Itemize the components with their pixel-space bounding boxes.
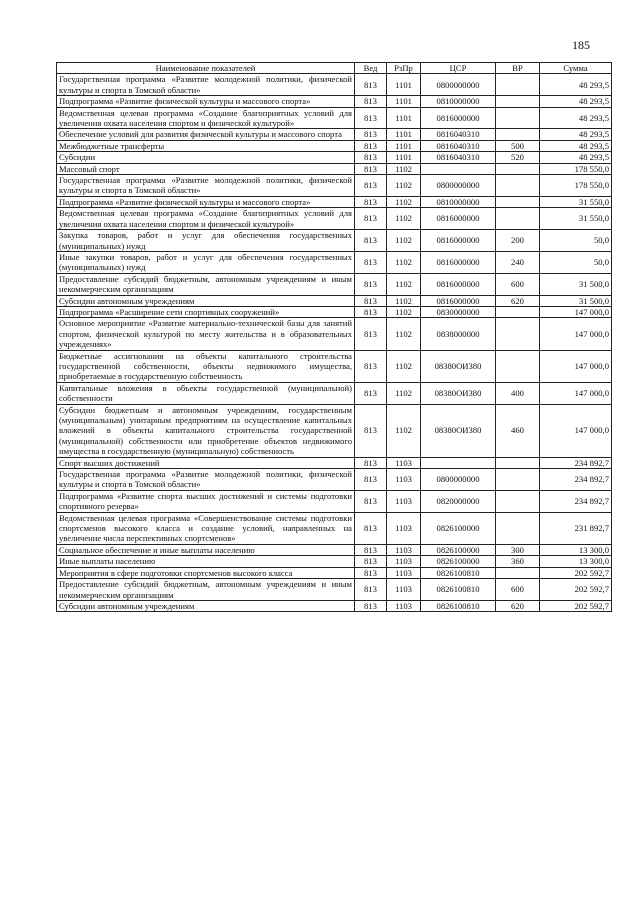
row-csr-cell: 0810000000 xyxy=(421,96,496,107)
row-name-cell: Субсидии xyxy=(57,152,355,163)
row-csr-cell: 0800000000 xyxy=(421,469,496,491)
row-rzpr-cell: 1103 xyxy=(387,567,421,578)
table-row xyxy=(57,469,612,491)
row-csr-cell: 0816040310 xyxy=(421,152,496,163)
row-ved-cell: 813 xyxy=(355,208,387,230)
row-name-cell: Мероприятия в сфере подготовки спортсменов высокого класса xyxy=(57,567,355,578)
row-vr-cell: 520 xyxy=(496,152,540,163)
row-ved-cell: 813 xyxy=(355,230,387,252)
row-name-cell: Субсидии автономным учреждениям xyxy=(57,295,355,306)
row-name-cell: Субсидии бюджетным и автономным учреждениям, государственным (муниципальным) унитарным предприятиям на осуществление капитальных вложений в объекты капитального строительства государственной (муниципальной) собственности или приобретение объектов недвижимого имущества в государственную (муниципальную) собственность xyxy=(57,404,355,457)
header-rzpr: РзПр xyxy=(387,63,421,74)
row-sum-cell: 31 500,0 xyxy=(540,273,612,295)
row-sum-cell: 147 000,0 xyxy=(540,404,612,457)
table-row xyxy=(57,318,612,350)
table-row xyxy=(57,152,612,163)
row-ved-cell: 813 xyxy=(355,567,387,578)
row-rzpr-cell: 1101 xyxy=(387,74,421,96)
header-ved: Вед xyxy=(355,63,387,74)
row-csr-cell: 0816000000 xyxy=(421,273,496,295)
row-ved-cell: 813 xyxy=(355,140,387,151)
row-rzpr-cell: 1102 xyxy=(387,163,421,174)
row-name-cell: Подпрограмма «Расширение сети спортивных сооружений» xyxy=(57,306,355,317)
row-csr-cell xyxy=(421,163,496,174)
row-ved-cell: 813 xyxy=(355,175,387,197)
row-ved-cell: 813 xyxy=(355,273,387,295)
table-row xyxy=(57,490,612,512)
row-vr-cell: 500 xyxy=(496,140,540,151)
table-row xyxy=(57,512,612,544)
row-sum-cell: 234 892,7 xyxy=(540,490,612,512)
row-csr-cell: 0800000000 xyxy=(421,74,496,96)
row-name-cell: Государственная программа «Развитие молодежной политики, физической культуры и спорта в Томской области» xyxy=(57,175,355,197)
row-csr-cell: 0826100810 xyxy=(421,567,496,578)
row-sum-cell: 202 592,7 xyxy=(540,600,612,611)
row-sum-cell: 202 592,7 xyxy=(540,567,612,578)
row-vr-cell: 620 xyxy=(496,600,540,611)
row-csr-cell: 0816000000 xyxy=(421,208,496,230)
row-sum-cell: 147 000,0 xyxy=(540,382,612,404)
row-rzpr-cell: 1103 xyxy=(387,490,421,512)
row-sum-cell: 147 000,0 xyxy=(540,306,612,317)
row-ved-cell: 813 xyxy=(355,469,387,491)
row-vr-cell: 240 xyxy=(496,251,540,273)
row-csr-cell: 0830000000 xyxy=(421,306,496,317)
row-sum-cell: 31 550,0 xyxy=(540,208,612,230)
row-sum-cell: 50,0 xyxy=(540,251,612,273)
row-ved-cell: 813 xyxy=(355,152,387,163)
row-name-cell: Капитальные вложения в объекты государственной (муниципальной) собственности xyxy=(57,382,355,404)
row-vr-cell xyxy=(496,74,540,96)
row-vr-cell: 360 xyxy=(496,556,540,567)
row-csr-cell: 0816000000 xyxy=(421,295,496,306)
header-csr: ЦСР xyxy=(421,63,496,74)
table-row xyxy=(57,107,612,129)
page-number: 185 xyxy=(572,38,590,52)
row-ved-cell: 813 xyxy=(355,579,387,601)
row-name-cell: Государственная программа «Развитие молодежной политики, физической культуры и спорта в Томской области» xyxy=(57,469,355,491)
header-vr: ВР xyxy=(496,63,540,74)
row-name-cell: Межбюджетные трансферты xyxy=(57,140,355,151)
header-sum: Сумма xyxy=(540,63,612,74)
table-row xyxy=(57,579,612,601)
row-sum-cell: 31 500,0 xyxy=(540,295,612,306)
row-name-cell: Бюджетные ассигнования на объекты капитального строительства государственной собственности, объекты недвижимого имущества, приобретаемые в государственную собственность xyxy=(57,350,355,382)
table-row xyxy=(57,230,612,252)
row-ved-cell: 813 xyxy=(355,74,387,96)
row-rzpr-cell: 1102 xyxy=(387,404,421,457)
row-rzpr-cell: 1102 xyxy=(387,318,421,350)
row-sum-cell: 147 000,0 xyxy=(540,318,612,350)
row-name-cell: Ведомственная целевая программа «Создание благоприятных условий для увеличения охвата населения спортом и физической культурой» xyxy=(57,107,355,129)
row-vr-cell xyxy=(496,350,540,382)
row-ved-cell: 813 xyxy=(355,196,387,207)
row-vr-cell xyxy=(496,567,540,578)
row-ved-cell: 813 xyxy=(355,318,387,350)
row-rzpr-cell: 1103 xyxy=(387,457,421,468)
row-rzpr-cell: 1103 xyxy=(387,579,421,601)
row-sum-cell: 202 592,7 xyxy=(540,579,612,601)
row-rzpr-cell: 1101 xyxy=(387,96,421,107)
row-ved-cell: 813 xyxy=(355,544,387,555)
row-csr-cell: 0826100810 xyxy=(421,579,496,601)
table-row xyxy=(57,140,612,151)
row-vr-cell xyxy=(496,163,540,174)
row-ved-cell: 813 xyxy=(355,512,387,544)
row-vr-cell: 460 xyxy=(496,404,540,457)
row-vr-cell xyxy=(496,107,540,129)
row-csr-cell: 0800000000 xyxy=(421,175,496,197)
table-row xyxy=(57,600,612,611)
row-csr-cell: 0816040310 xyxy=(421,140,496,151)
row-sum-cell: 178 550,0 xyxy=(540,175,612,197)
row-rzpr-cell: 1103 xyxy=(387,512,421,544)
row-vr-cell xyxy=(496,129,540,140)
row-sum-cell: 48 293,5 xyxy=(540,107,612,129)
row-vr-cell: 200 xyxy=(496,230,540,252)
row-csr-cell: 0816000000 xyxy=(421,251,496,273)
table-body xyxy=(57,74,612,612)
row-sum-cell: 234 892,7 xyxy=(540,457,612,468)
row-sum-cell: 231 892,7 xyxy=(540,512,612,544)
row-vr-cell: 600 xyxy=(496,579,540,601)
row-rzpr-cell: 1101 xyxy=(387,152,421,163)
row-rzpr-cell: 1103 xyxy=(387,544,421,555)
row-ved-cell: 813 xyxy=(355,600,387,611)
row-csr-cell: 0820000000 xyxy=(421,490,496,512)
row-ved-cell: 813 xyxy=(355,350,387,382)
row-vr-cell xyxy=(496,318,540,350)
row-csr-cell: 0826100000 xyxy=(421,544,496,555)
row-name-cell: Подпрограмма «Развитие физической культуры и массового спорта» xyxy=(57,96,355,107)
row-ved-cell: 813 xyxy=(355,295,387,306)
row-sum-cell: 13 300,0 xyxy=(540,556,612,567)
row-csr-cell: 08380ОИ380 xyxy=(421,382,496,404)
row-rzpr-cell: 1102 xyxy=(387,208,421,230)
row-ved-cell: 813 xyxy=(355,96,387,107)
row-name-cell: Основное мероприятие «Развитие материально-технической базы для занятий спортом, физической культурой по месту жительства и в образовательных учреждениях» xyxy=(57,318,355,350)
table-row xyxy=(57,251,612,273)
row-vr-cell xyxy=(496,96,540,107)
table-row xyxy=(57,382,612,404)
table-row xyxy=(57,208,612,230)
row-rzpr-cell: 1102 xyxy=(387,306,421,317)
row-name-cell: Иные закупки товаров, работ и услуг для обеспечения государственных (муниципальных) нужд xyxy=(57,251,355,273)
row-csr-cell: 0816000000 xyxy=(421,230,496,252)
row-csr-cell: 0826100000 xyxy=(421,556,496,567)
table-row xyxy=(57,74,612,96)
row-name-cell: Массовый спорт xyxy=(57,163,355,174)
table-row xyxy=(57,556,612,567)
row-vr-cell xyxy=(496,175,540,197)
row-rzpr-cell: 1101 xyxy=(387,129,421,140)
row-sum-cell: 48 293,5 xyxy=(540,74,612,96)
row-csr-cell: 0816000000 xyxy=(421,107,496,129)
header-name: Наименование показателей xyxy=(57,63,355,74)
row-ved-cell: 813 xyxy=(355,107,387,129)
row-name-cell: Обеспечение условий для развития физической культуры и массового спорта xyxy=(57,129,355,140)
row-name-cell: Спорт высших достижений xyxy=(57,457,355,468)
row-csr-cell xyxy=(421,457,496,468)
row-rzpr-cell: 1102 xyxy=(387,230,421,252)
table-row xyxy=(57,306,612,317)
row-vr-cell xyxy=(496,512,540,544)
row-ved-cell: 813 xyxy=(355,306,387,317)
row-name-cell: Подпрограмма «Развитие спорта высших достижений и системы подготовки спортивного резерва» xyxy=(57,490,355,512)
row-vr-cell xyxy=(496,490,540,512)
row-name-cell: Предоставление субсидий бюджетным, автономным учреждениям и иным некоммерческим организациям xyxy=(57,273,355,295)
table-row xyxy=(57,567,612,578)
row-csr-cell: 0816040310 xyxy=(421,129,496,140)
row-csr-cell: 08380ОИ380 xyxy=(421,404,496,457)
table-row xyxy=(57,404,612,457)
table-row xyxy=(57,295,612,306)
row-rzpr-cell: 1101 xyxy=(387,107,421,129)
row-name-cell: Субсидии автономным учреждениям xyxy=(57,600,355,611)
row-rzpr-cell: 1102 xyxy=(387,382,421,404)
table-row xyxy=(57,163,612,174)
row-name-cell: Предоставление субсидий бюджетным, автономным учреждениям и иным некоммерческим организациям xyxy=(57,579,355,601)
row-csr-cell: 0826100000 xyxy=(421,512,496,544)
row-name-cell: Закупка товаров, работ и услуг для обеспечения государственных (муниципальных) нужд xyxy=(57,230,355,252)
row-vr-cell: 300 xyxy=(496,544,540,555)
row-csr-cell: 0838000000 xyxy=(421,318,496,350)
row-sum-cell: 178 550,0 xyxy=(540,163,612,174)
row-rzpr-cell: 1102 xyxy=(387,175,421,197)
table-row xyxy=(57,350,612,382)
row-vr-cell xyxy=(496,208,540,230)
row-ved-cell: 813 xyxy=(355,556,387,567)
row-sum-cell: 13 300,0 xyxy=(540,544,612,555)
row-rzpr-cell: 1102 xyxy=(387,273,421,295)
row-rzpr-cell: 1102 xyxy=(387,196,421,207)
row-vr-cell: 620 xyxy=(496,295,540,306)
table-header-row xyxy=(57,63,612,74)
row-rzpr-cell: 1101 xyxy=(387,140,421,151)
row-sum-cell: 147 000,0 xyxy=(540,350,612,382)
table-row xyxy=(57,129,612,140)
row-sum-cell: 31 550,0 xyxy=(540,196,612,207)
row-csr-cell: 0826100810 xyxy=(421,600,496,611)
row-sum-cell: 48 293,5 xyxy=(540,96,612,107)
row-rzpr-cell: 1103 xyxy=(387,556,421,567)
row-ved-cell: 813 xyxy=(355,457,387,468)
row-vr-cell xyxy=(496,196,540,207)
row-name-cell: Ведомственная целевая программа «Совершенствование системы подготовки спортсменов высокого класса и создание условий, направленных на увеличение числа перспективных спортсменов» xyxy=(57,512,355,544)
row-sum-cell: 234 892,7 xyxy=(540,469,612,491)
table-row xyxy=(57,457,612,468)
row-csr-cell: 0810000000 xyxy=(421,196,496,207)
table-row xyxy=(57,273,612,295)
row-ved-cell: 813 xyxy=(355,129,387,140)
row-ved-cell: 813 xyxy=(355,251,387,273)
row-name-cell: Иные выплаты населению xyxy=(57,556,355,567)
row-vr-cell xyxy=(496,469,540,491)
row-rzpr-cell: 1103 xyxy=(387,469,421,491)
row-ved-cell: 813 xyxy=(355,382,387,404)
row-ved-cell: 813 xyxy=(355,163,387,174)
row-sum-cell: 48 293,5 xyxy=(540,140,612,151)
table-row xyxy=(57,196,612,207)
row-name-cell: Ведомственная целевая программа «Создание благоприятных условий для увеличения охвата населения спортом и физической культурой» xyxy=(57,208,355,230)
row-name-cell: Государственная программа «Развитие молодежной политики, физической культуры и спорта в Томской области» xyxy=(57,74,355,96)
row-rzpr-cell: 1102 xyxy=(387,251,421,273)
row-sum-cell: 50,0 xyxy=(540,230,612,252)
budget-table xyxy=(56,62,612,612)
table-row xyxy=(57,544,612,555)
row-rzpr-cell: 1103 xyxy=(387,600,421,611)
row-rzpr-cell: 1102 xyxy=(387,295,421,306)
table-row xyxy=(57,175,612,197)
row-vr-cell: 400 xyxy=(496,382,540,404)
row-vr-cell: 600 xyxy=(496,273,540,295)
row-csr-cell: 08380ОИ380 xyxy=(421,350,496,382)
row-vr-cell xyxy=(496,457,540,468)
row-ved-cell: 813 xyxy=(355,404,387,457)
table-row xyxy=(57,96,612,107)
row-vr-cell xyxy=(496,306,540,317)
row-name-cell: Подпрограмма «Развитие физической культуры и массового спорта» xyxy=(57,196,355,207)
row-sum-cell: 48 293,5 xyxy=(540,129,612,140)
row-rzpr-cell: 1102 xyxy=(387,350,421,382)
row-name-cell: Социальное обеспечение и иные выплаты населению xyxy=(57,544,355,555)
row-sum-cell: 48 293,5 xyxy=(540,152,612,163)
row-ved-cell: 813 xyxy=(355,490,387,512)
